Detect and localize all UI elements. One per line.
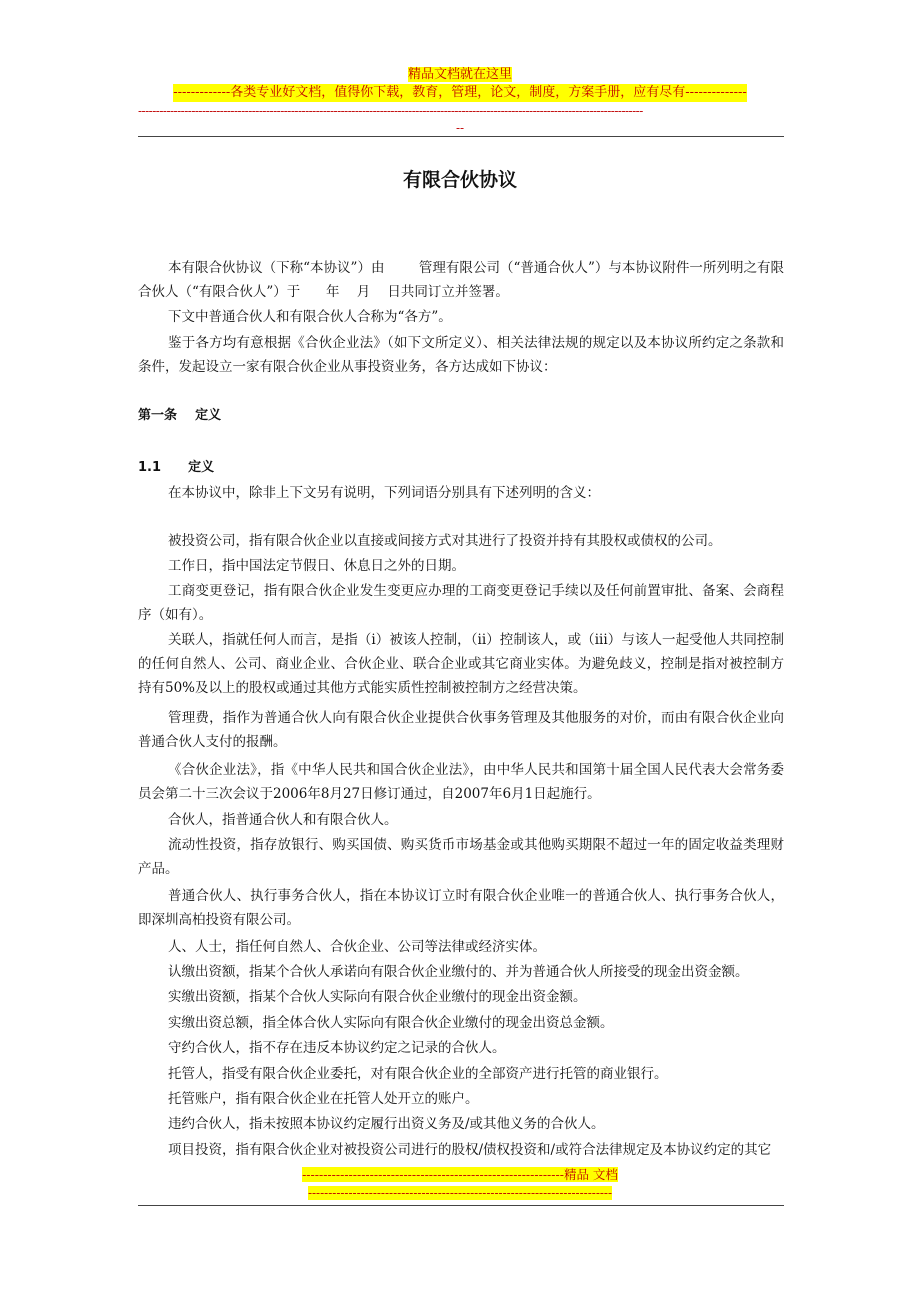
definition-item: 托管账户，指有限合伙企业在托管人处开立的账户。 <box>168 1091 479 1107</box>
definition-item: 人、人士，指任何自然人、合伙企业、公司等法律或经济实体。 <box>168 939 546 955</box>
definition-item: 实缴出资总额，指全体合伙人实际向有限合伙企业缴付的现金出资总金额。 <box>168 1015 614 1031</box>
header-banner <box>0 66 920 102</box>
header-banner-title: 精品文档就在这里 <box>407 67 512 82</box>
footer-dash-text: --------------------------------------------------------------------------- <box>307 1186 613 1200</box>
footer-dash-line <box>0 1186 920 1200</box>
definition-item: 守约合伙人，指不存在违反本协议约定之记录的合伙人。 <box>168 1040 506 1056</box>
definition-item: 托管人，指受有限合伙企业委托，对有限合伙企业的全部资产进行托管的商业银行。 <box>168 1066 668 1082</box>
header-dash-line: ---------------------------------------------------------------------------------------------------------------------------------------------- <box>138 104 643 118</box>
footer-banner <box>0 1167 920 1183</box>
definition-item: 《合伙企业法》，指《中华人民共和国合伙企业法》，由中华人民共和国第十届全国人民代表大会常务委员会第二十三次会议于2006年8月27日修订通过，自2007年6月1日起施行。 <box>138 762 784 802</box>
definition-item: 流动性投资，指存放银行、购买国债、购买货币市场基金或其他购买期限不超过一年的固定收益类理财产品。 <box>138 837 784 877</box>
header-rule <box>138 136 784 137</box>
definition-item: 关联人，指就任何人而言，是指（i）被该人控制，（ii）控制该人，或（iii）与该人一起受他人共同控制的任何自然人、公司、商业企业、合伙企业、联合企业或其它商业实体。为避免歧义，控制是指对被控制方持有50%及以上的股权或通过其他方式能实质性控制被控制方之经营决策。 <box>138 632 784 696</box>
footer-rule <box>138 1205 784 1206</box>
definition-item: 实缴出资额，指某个合伙人实际向有限合伙企业缴付的现金出资金额。 <box>168 989 587 1005</box>
definition-item: 项目投资，指有限合伙企业对被投资公司进行的股权/债权投资和/或符合法律规定及本协议约定的其它 <box>168 1142 772 1158</box>
intro-paragraph-2: 下文中普通合伙人和有限合伙人合称为“各方”。 <box>168 309 452 325</box>
definition-item: 违约合伙人，指未按照本协议约定履行出资义务及/或其他义务的合伙人。 <box>168 1116 605 1132</box>
document-title: 有限合伙协议 <box>402 169 517 191</box>
definition-item: 普通合伙人、执行事务合伙人，指在本协议订立时有限合伙企业唯一的普通合伙人、执行事务合伙人，即深圳高柏投资有限公司。 <box>138 888 784 928</box>
definition-item: 被投资公司，指有限合伙企业以直接或间接方式对其进行了投资并持有其股权或债权的公司。 <box>168 533 722 549</box>
header-dash-line-end: -- <box>455 121 465 135</box>
definition-item: 管理费，指作为普通合伙人向有限合伙企业提供合伙事务管理及其他服务的对价，而由有限合伙企业向普通合伙人支付的报酬。 <box>138 710 784 750</box>
intro-paragraph-1: 本有限合伙协议（下称“本协议”）由 管理有限公司（“普通合伙人”）与本协议附件一所列明之有限合伙人（“有限合伙人”）于 年 月 日共同订立并签署。 <box>138 260 784 300</box>
definition-item: 认缴出资额，指某个合伙人承诺向有限合伙企业缴付的、并为普通合伙人所接受的现金出资金额。 <box>168 964 749 980</box>
footer-banner-text: --------------------------------------------------------------精品 文档 <box>302 1167 618 1182</box>
definition-item: 工商变更登记，指有限合伙企业发生变更应办理的工商变更登记手续以及任何前置审批、备案、会商程序（如有）。 <box>138 583 784 623</box>
article-1-heading: 第一条 定义 <box>138 408 222 423</box>
definition-item: 工作日，指中国法定节假日、休息日之外的日期。 <box>168 558 465 574</box>
intro-paragraph-3: 鉴于各方均有意根据《合伙企业法》（如下文所定义）、相关法律法规的规定以及本协议所约定之条款和条件，发起设立一家有限合伙企业从事投资业务，各方达成如下协议： <box>138 335 784 375</box>
section-1-1-intro: 在本协议中，除非上下文另有说明，下列词语分别具有下述列明的含义： <box>168 485 600 501</box>
section-1-1-heading: 1.1 定义 <box>138 460 215 475</box>
definition-item: 合伙人，指普通合伙人和有限合伙人。 <box>168 812 398 828</box>
header-banner-slogan: -------------各类专业好文档，值得你下载，教育，管理，论文，制度，方案手册，应有尽有-------------- <box>173 85 747 100</box>
